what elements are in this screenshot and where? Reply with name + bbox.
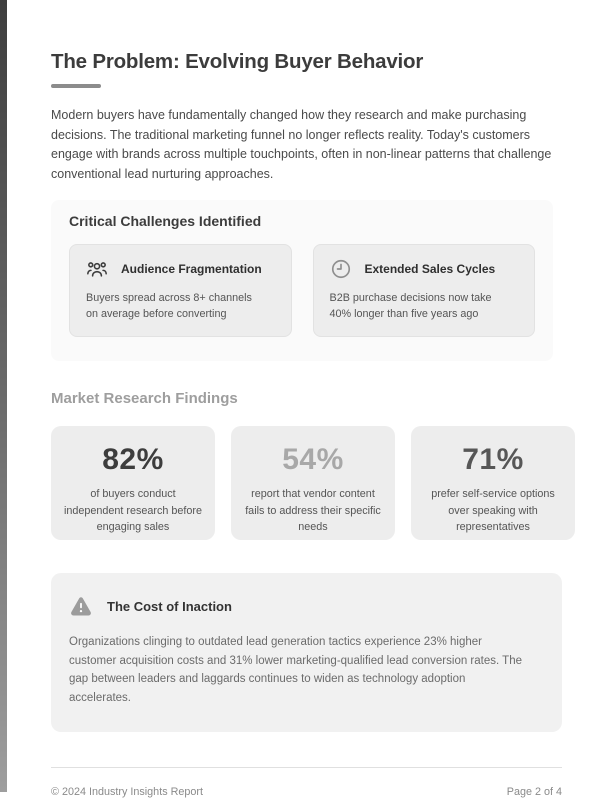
stat-value: 82% (102, 443, 164, 476)
cost-of-inaction-box (51, 573, 562, 732)
stat-card (231, 426, 395, 540)
challenges-heading: Critical Challenges Identified (69, 213, 262, 229)
stat-caption: report that vendor content fails to address their specific needs (245, 488, 381, 533)
footer-page-number: Page 2 of 4 (506, 786, 562, 798)
challenge-card-header (86, 258, 275, 280)
stat-caption: prefer self-service options over speaking with representatives (431, 488, 555, 533)
challenge-card-extended-sales-cycles (313, 244, 536, 337)
stat-caption: of buyers conduct independent research before engaging sales (63, 488, 203, 533)
left-accent-bar (0, 0, 7, 792)
page-title: The Problem: Evolving Buyer Behavior (51, 50, 424, 73)
cost-box-body: Organizations clinging to outdated lead generation tactics experience 23% higher customer acquisition costs and 31% lower marketing-qualified lead conversion rates. The gap between leaders and laggards continues to widen as technology adoption accelerates. (69, 636, 522, 704)
stats-row (51, 426, 575, 540)
users-icon (86, 258, 108, 280)
intro-paragraph: Modern buyers have fundamentally changed how they research and make purchasing decisions. The traditional marketing funnel no longer reflects reality. Today's customers engage with brands across multiple touchpoints, often in non-linear patterns that challenge conventional lead nurturing approaches. (51, 108, 552, 181)
challenge-card-body: Buyers spread across 8+ channels on average before converting (86, 292, 252, 320)
cost-box-header (69, 594, 544, 618)
cost-box-title: The Cost of Inaction (107, 598, 232, 614)
page-footer (51, 767, 562, 798)
challenge-card-body: B2B purchase decisions now take 40% longer than five years ago (329, 292, 492, 320)
challenge-card-title: Extended Sales Cycles (364, 262, 496, 276)
challenge-card-audience-fragmentation (69, 244, 292, 337)
challenge-card-header (330, 258, 519, 280)
critical-challenges-section (51, 200, 553, 361)
title-underline (51, 84, 101, 88)
challenge-card-row (69, 244, 535, 337)
clock-icon (330, 258, 352, 280)
footer-copyright: © 2024 Industry Insights Report (51, 786, 203, 798)
challenge-card-title: Audience Fragmentation (121, 262, 262, 276)
warning-icon (69, 594, 93, 618)
findings-heading: Market Research Findings (51, 390, 238, 407)
stat-value: 54% (282, 443, 344, 476)
stat-card (51, 426, 215, 540)
stat-card (411, 426, 575, 540)
report-page-content (51, 0, 575, 798)
stat-value: 71% (462, 443, 524, 476)
